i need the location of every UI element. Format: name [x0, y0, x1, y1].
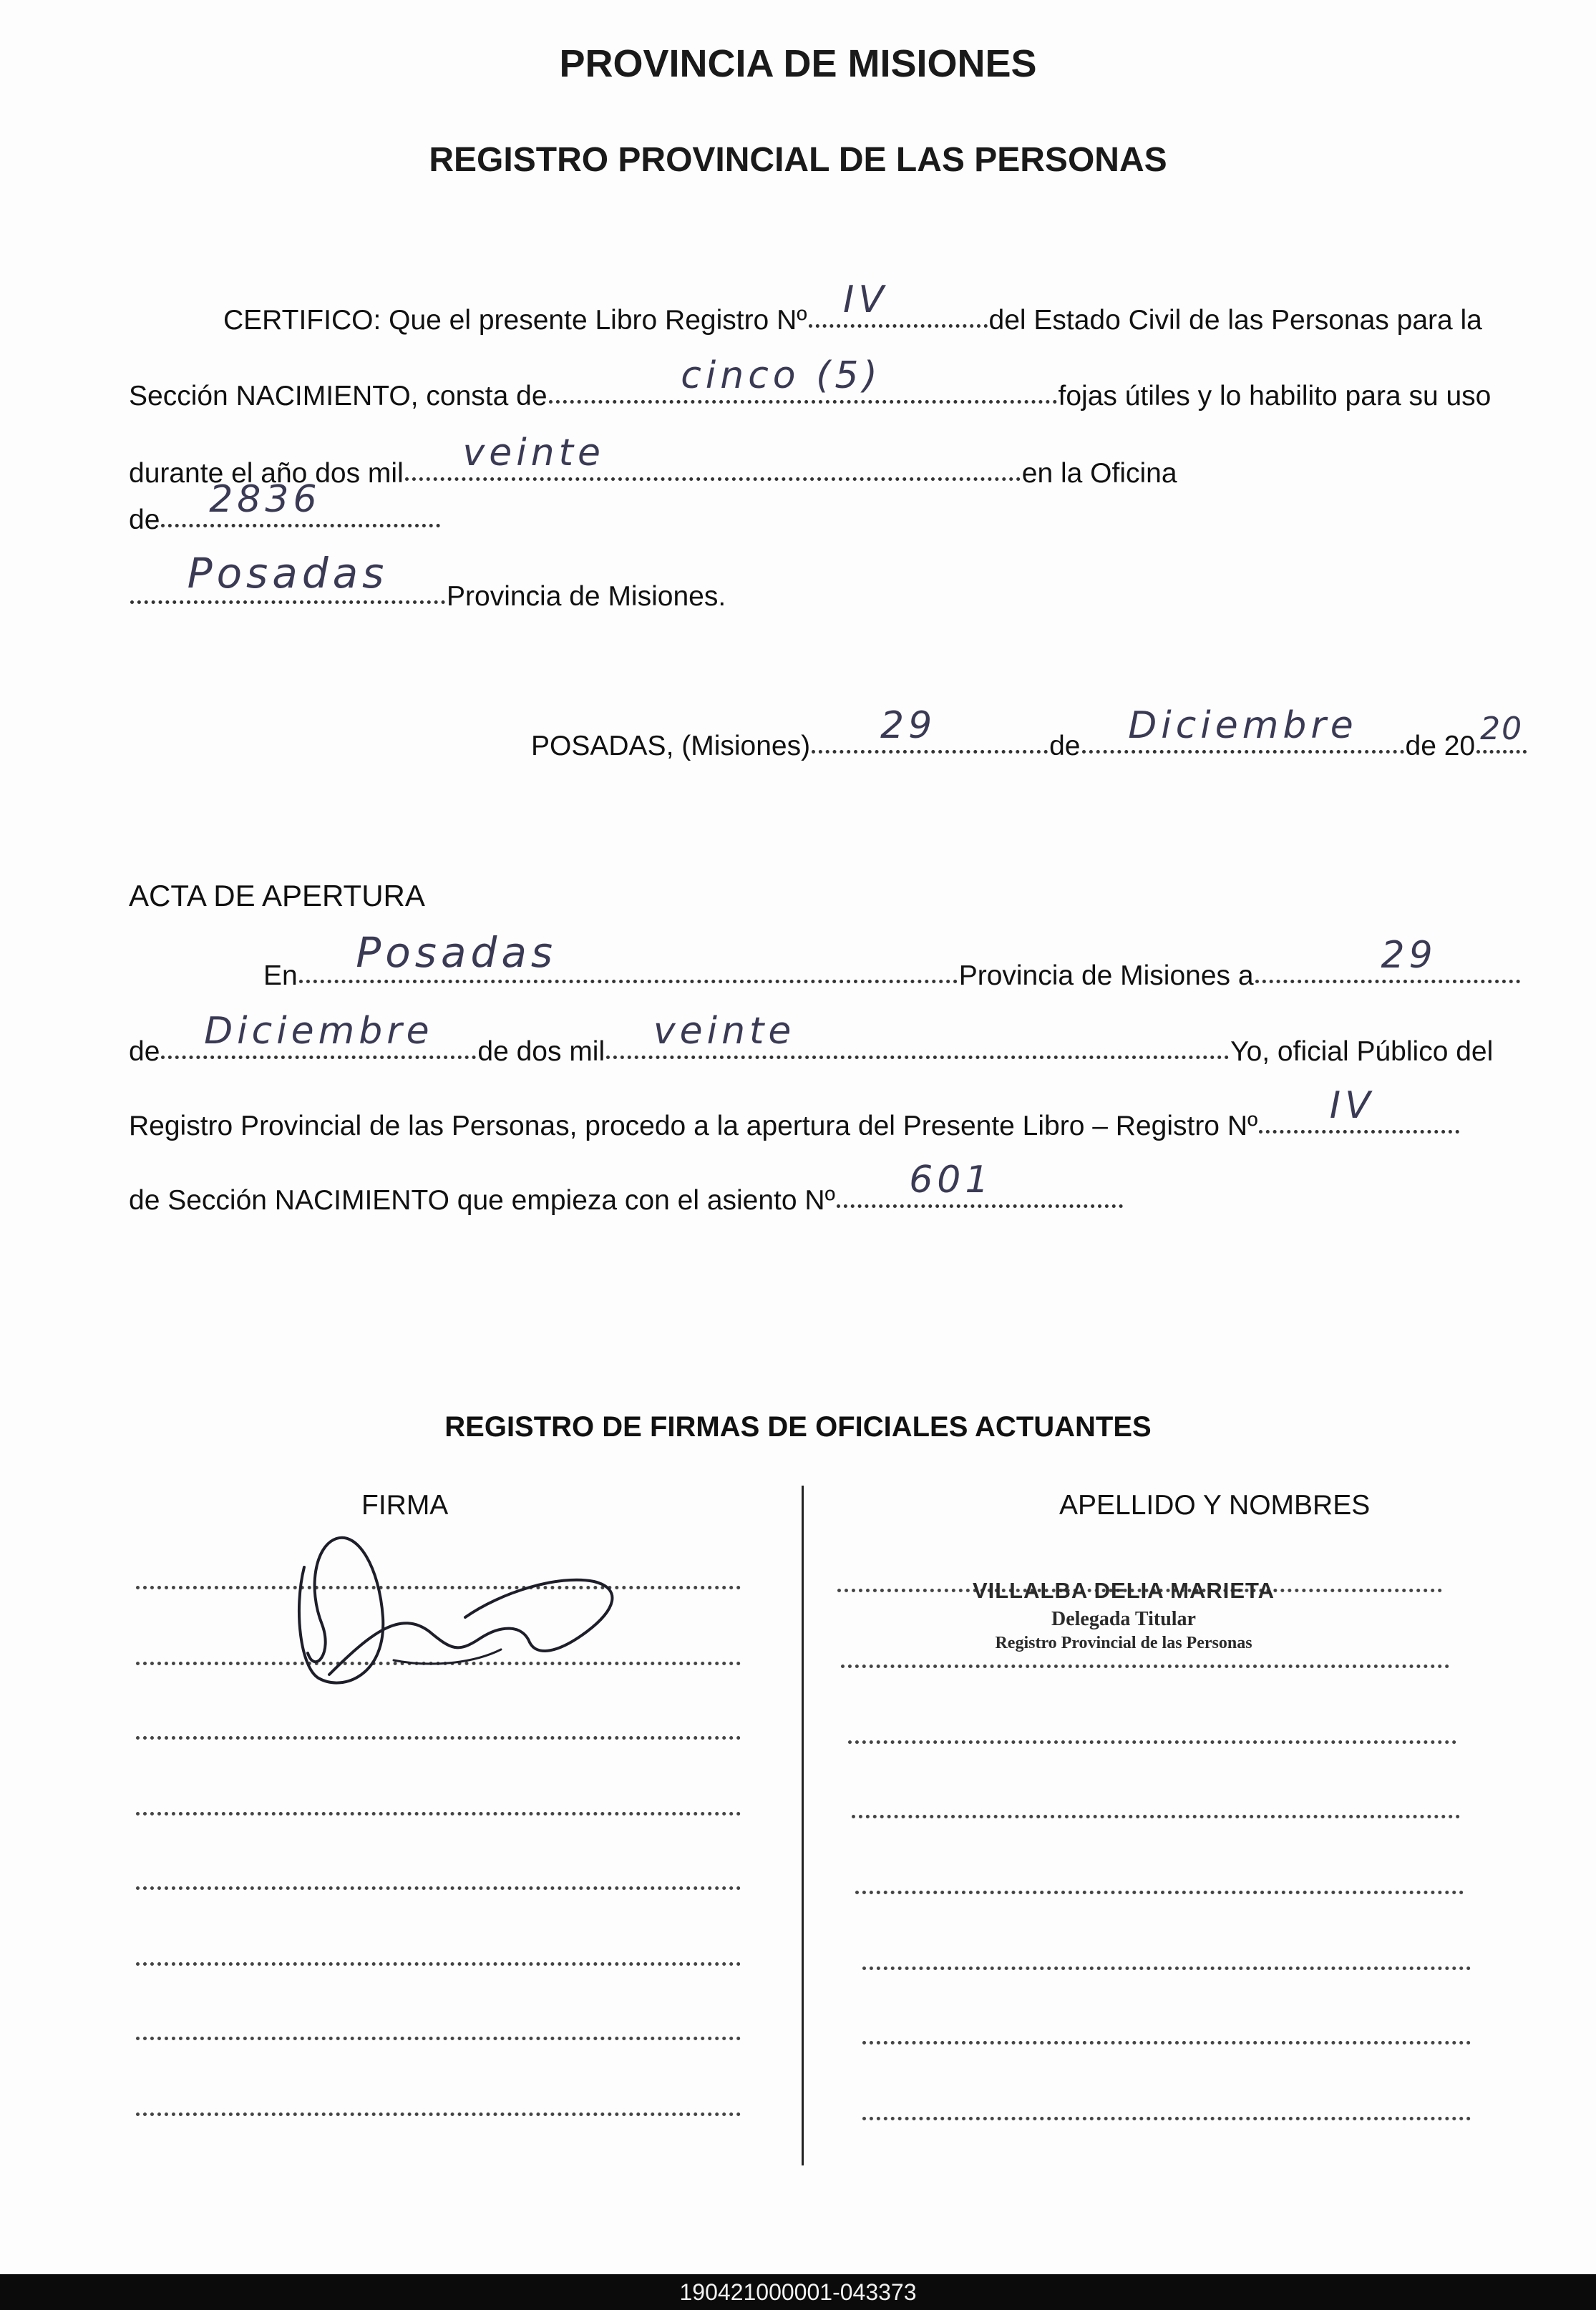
name-row	[855, 1891, 1464, 1894]
year-suffix-field	[1476, 711, 1527, 754]
book-number-value: IV	[843, 278, 888, 321]
year-value: veinte	[462, 432, 605, 474]
certificate-text: CERTIFICO: Que el presente Libro Registro Nº	[223, 305, 807, 336]
names-column-header: APELLIDO Y NOMBRES	[1059, 1490, 1371, 1521]
signature-row	[136, 1886, 741, 1890]
acta-text: de Sección NACIMIENTO que empieza con el asiento Nº	[129, 1185, 835, 1216]
acta-text: de dos mil	[477, 1036, 605, 1067]
date-prefix: POSADAS, (Misiones)	[531, 731, 811, 761]
province-title: PROVINCIA DE MISIONES	[559, 42, 1037, 85]
signature-register-title: REGISTRO DE FIRMAS DE OFICIALES ACTUANTES	[444, 1411, 1152, 1443]
city-value: Posadas	[187, 549, 389, 598]
office-number-value: 2836	[209, 478, 321, 521]
date-de: de	[1049, 731, 1081, 761]
name-row	[862, 2117, 1471, 2120]
acta-line-4	[129, 1159, 1124, 1217]
column-divider	[802, 1486, 804, 2165]
month-value: Diciembre	[1128, 704, 1358, 747]
acta-text: Yo, oficial Público del	[1230, 1036, 1494, 1067]
book-number-field	[809, 278, 988, 328]
signature-row	[136, 2037, 741, 2040]
office-number-field	[161, 478, 440, 527]
signature-row	[136, 1736, 741, 1740]
certificate-line-2	[129, 354, 1492, 412]
acta-month-value: Diciembre	[204, 1010, 434, 1053]
acta-text: Provincia de Misiones a	[958, 960, 1254, 991]
entry-number-value: 601	[909, 1159, 993, 1202]
signature-row	[136, 1962, 741, 1966]
acta-text: Registro Provincial de las Personas, procedo a la apertura del Presente Libro – Registro Nº	[129, 1111, 1258, 1141]
acta-city-value: Posadas	[356, 928, 558, 977]
certificate-text: de	[129, 505, 160, 535]
acta-day-value: 29	[1381, 934, 1437, 977]
year-suffix-value: 20	[1480, 711, 1524, 747]
acta-heading: ACTA DE APERTURA	[129, 879, 425, 912]
certificate-text: en la Oficina	[1021, 458, 1177, 489]
day-field	[812, 704, 1048, 754]
certificate-line-1	[223, 278, 1482, 336]
certificate-line-5	[129, 549, 726, 613]
acta-text: de	[129, 1036, 160, 1067]
registry-title: REGISTRO PROVINCIAL DE LAS PERSONAS	[429, 141, 1167, 179]
signature-row	[136, 1812, 741, 1816]
handwritten-signature	[286, 1524, 644, 1689]
year-field	[405, 432, 1021, 481]
signature-row	[136, 2112, 741, 2116]
acta-city-field	[299, 928, 958, 983]
certificate-line-4	[129, 478, 442, 536]
acta-month-field	[161, 1010, 476, 1059]
document-id-footer: 190421000001-043373	[0, 2274, 1596, 2310]
day-value: 29	[880, 704, 937, 747]
acta-year-value: veinte	[653, 1010, 796, 1053]
acta-text: En	[263, 960, 298, 991]
acta-book-value: IV	[1329, 1084, 1375, 1127]
pages-value: cinco (5)	[681, 354, 882, 397]
name-row	[852, 1815, 1460, 1818]
certificate-text: fojas útiles y lo habilito para su uso	[1058, 381, 1492, 411]
name-row	[862, 2041, 1471, 2045]
acta-day-field	[1255, 934, 1520, 983]
city-field	[130, 549, 445, 604]
stamp-organization: Registro Provincial de las Personas	[995, 1634, 1252, 1652]
certificate-text: Provincia de Misiones.	[447, 581, 726, 612]
stamp-name: VILLALBA DELIA MARIETA	[972, 1578, 1275, 1603]
certificate-text: durante el año dos mil	[129, 458, 404, 489]
pages-field	[549, 354, 1057, 404]
stamp-role: Delegada Titular	[1051, 1608, 1196, 1630]
acta-line-1	[263, 928, 1522, 992]
entry-number-field	[837, 1159, 1123, 1208]
acta-line-3	[129, 1084, 1461, 1142]
certificate-text: Sección NACIMIENTO, consta de	[129, 381, 548, 411]
certificate-text: del Estado Civil de las Personas para la	[988, 305, 1482, 336]
date-year-prefix: de 20	[1405, 731, 1476, 761]
date-line	[531, 704, 1528, 762]
name-row	[862, 1967, 1471, 1970]
name-row	[841, 1665, 1449, 1668]
month-field	[1082, 704, 1404, 754]
acta-book-field	[1259, 1084, 1459, 1134]
acta-line-2	[129, 1010, 1494, 1068]
name-row	[848, 1740, 1456, 1744]
firma-column-header: FIRMA	[361, 1490, 449, 1521]
acta-year-field	[606, 1010, 1229, 1059]
official-stamp	[923, 1578, 1324, 1653]
